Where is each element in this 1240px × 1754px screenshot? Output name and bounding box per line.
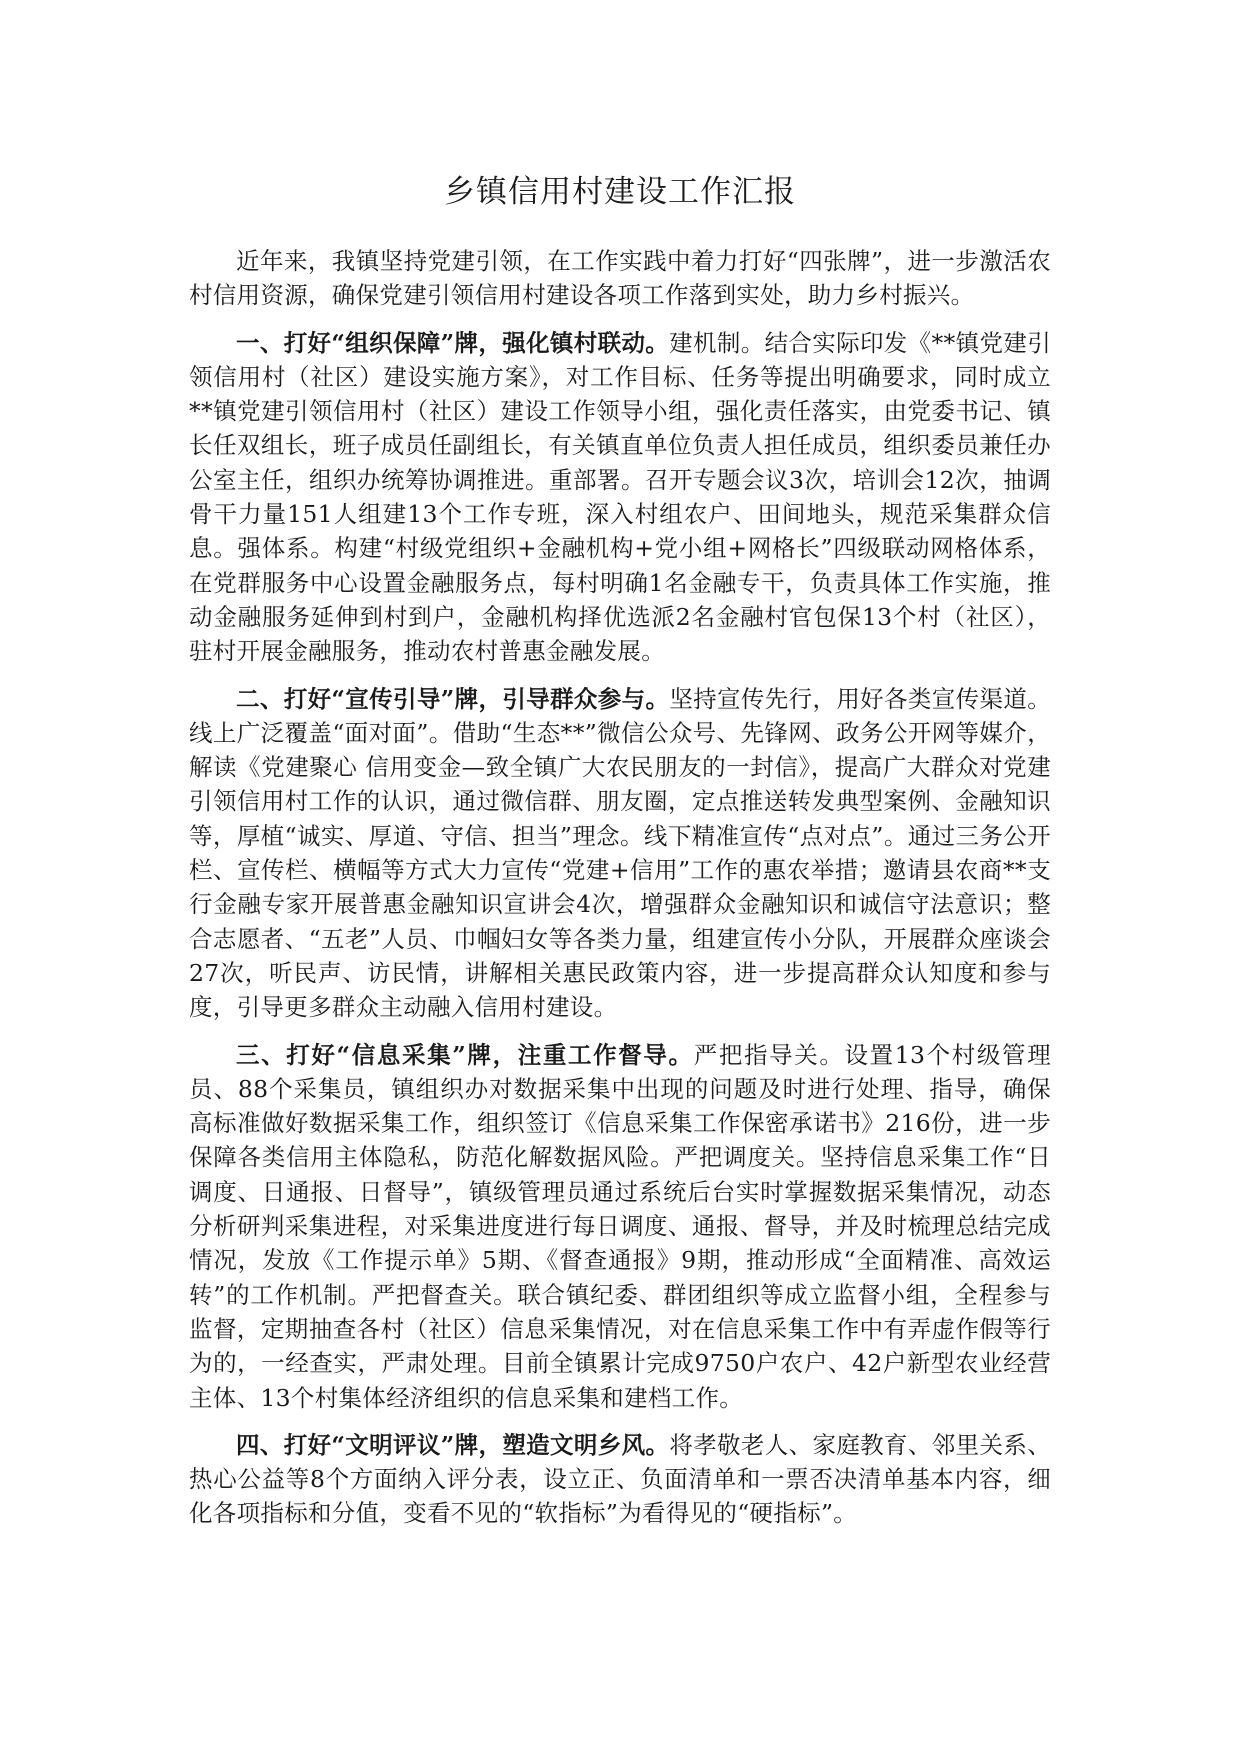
section-body-1: 建机制。结合实际印发《**镇党建引领信用村（社区）建设实施方案》，对工作目标、任务等提出明确要求，同时成立**镇党建引领信用村（社区）建设工作领导小组，强化责任落实，由党委书记、镇长任双组长，班子成员任副组长，有关镇直单位负责人担任成员，组织委员兼任办公室主任，组织办统筹协调推进。重部署。召开专题会议3次，培训会12次，抽调骨干力量151人组建13个工作专班，深入村组农户、田间地头，规范采集群众信息。强体系。构建“村级党组织+金融机构+党小组+网格长”四级联动网格体系，在党群服务中心设置金融服务点，每村明确1名金融专干，负责具体工作实施，推动金融服务延伸到村到户，金融机构择优选派2名金融村官包保13个村（社区），驻村开展金融服务，推动农村普惠金融发展。 bbox=[189, 328, 1052, 666]
section-heading-4: 四、打好“文明评议”牌，塑造文明乡风。 bbox=[236, 1430, 670, 1459]
section-body-2: 坚持宣传先行，用好各类宣传渠道。线上广泛覆盖“面对面”。借助“生态**”微信公众号、先锋网、政务公开网等媒介，解读《党建聚心 信用变金—致全镇广大农民朋友的一封信》，提高广大群众对党建引领信用村工作的认识，通过微信群、朋友圈，定点推送转发典型案例、金融知识等，厚植“诚实、厚道、守信、担当”理念。线下精准宣传“点对点”。通过三务公开栏、宣传栏、横幅等方式大力宣传“党建+信用”工作的惠农举措；邀请县农商**支行金融专家开展普惠金融知识宣讲会4次，增强群众金融知识和诚信守法意识；整合志愿者、“五老”人员、巾帼妇女等各类力量，组建宣传小分队，开展群众座谈会27次，听民声、访民情，讲解相关惠民政策内容，进一步提高群众认知度和参与度，引导更多群众主动融入信用村建设。 bbox=[189, 684, 1051, 1022]
document-body bbox=[189, 244, 1051, 1544]
section-heading-3: 三、打好“信息采集”牌，注重工作督导。 bbox=[236, 1040, 694, 1069]
section-paragraph-3 bbox=[189, 1038, 1051, 1415]
section-body-4: 将孝敬老人、家庭教育、邻里关系、热心公益等8个方面纳入评分表，设立正、负面清单和一票否决清单基本内容，细化各项指标和分值，变看不见的“软指标”为看得见的“硬指标”。 bbox=[189, 1430, 1051, 1528]
section-paragraph-1 bbox=[189, 326, 1051, 669]
section-paragraph-4 bbox=[189, 1428, 1051, 1531]
section-heading-2: 二、打好“宣传引导”牌，引导群众参与。 bbox=[236, 684, 670, 713]
section-body-3: 严把指导关。设置13个村级管理员、88个采集员，镇组织办对数据采集中出现的问题及时进行处理、指导，确保高标准做好数据采集工作，组织签订《信息采集工作保密承诺书》216份，进一步保障各类信用主体隐私，防范化解数据风险。严把调度关。坚持信息采集工作“日调度、日通报、日督导”，镇级管理员通过系统后台实时掌握数据采集情况，动态分析研判采集进程，对采集进度进行每日调度、通报、督导，并及时梳理总结完成情况，发放《工作提示单》5期、《督查通报》9期，推动形成“全面精准、高效运转”的工作机制。严把督查关。联合镇纪委、群团组织等成立监督小组，全程参与监督，定期抽查各村（社区）信息采集情况，对在信息采集工作中有弄虚作假等行为的，一经查实，严肃处理。目前全镇累计完成9750户农户、42户新型农业经营主体、13个村集体经济组织的信息采集和建档工作。 bbox=[189, 1040, 1052, 1412]
section-paragraph-2 bbox=[189, 682, 1051, 1025]
document-title: 乡镇信用村建设工作汇报 bbox=[444, 174, 796, 210]
section-heading-1: 一、打好“组织保障”牌，强化镇村联动。 bbox=[236, 328, 670, 357]
intro-paragraph: 近年来，我镇坚持党建引领，在工作实践中着力打好“四张牌”，进一步激活农村信用资源，确保党建引领信用村建设各项工作落到实处，助力乡村振兴。 bbox=[189, 247, 1051, 310]
